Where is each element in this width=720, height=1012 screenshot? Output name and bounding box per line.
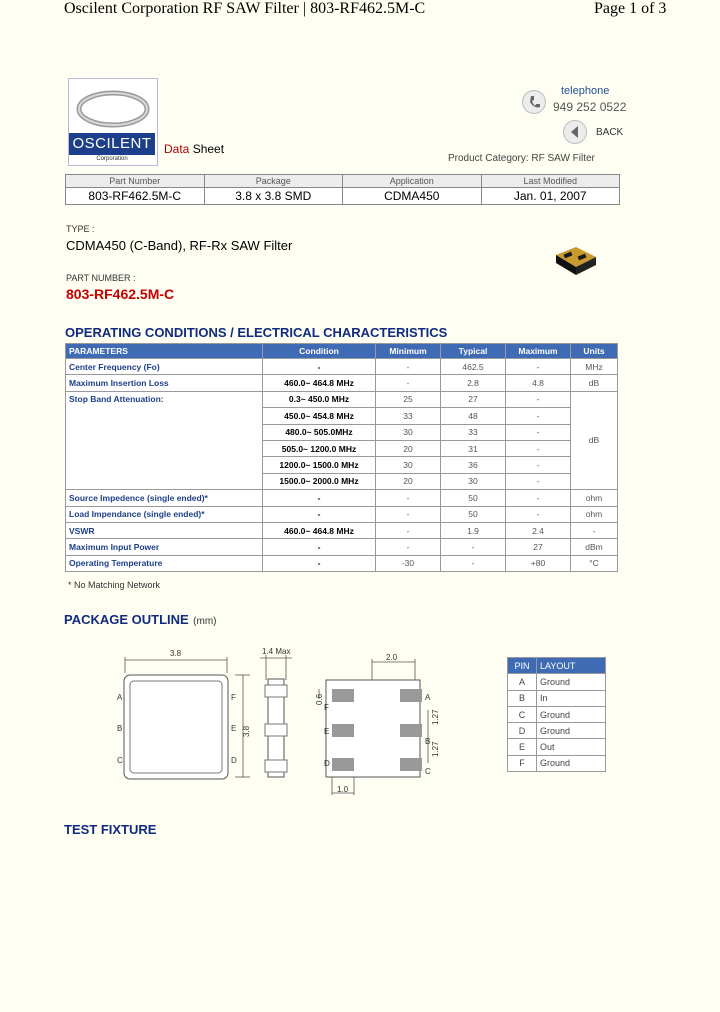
typ-cell: 36 (441, 457, 506, 473)
part-info-table (65, 174, 620, 205)
unit-cell: dBm (571, 539, 618, 555)
info-header-part: Part Number (66, 175, 205, 188)
min-cell: 33 (376, 408, 441, 424)
condition-cell: 1500.0~ 2000.0 MHz (263, 473, 376, 489)
typ-cell: 50 (441, 506, 506, 522)
min-cell: 20 (376, 440, 441, 456)
max-cell: - (506, 457, 571, 473)
pin-id: C (508, 706, 537, 722)
pin-row (508, 674, 606, 690)
pad-label-f: F (324, 703, 329, 712)
max-cell: - (506, 440, 571, 456)
package-outline-heading (64, 611, 217, 629)
pin-function: Ground (537, 706, 606, 722)
spec-col-minimum: Minimum (376, 344, 441, 359)
spec-row-input-power (66, 539, 618, 555)
dim-width-label: 3.8 (170, 649, 182, 658)
pad-label-a: A (425, 693, 431, 702)
max-cell: - (506, 359, 571, 375)
condition-cell: - (263, 359, 376, 375)
back-link[interactable]: BACK (596, 127, 624, 138)
saw-chip-image (550, 245, 602, 277)
unit-cell: dB (571, 375, 618, 391)
pin-id: E (508, 739, 537, 755)
top-pin-c: C (117, 756, 123, 765)
pad-label-b: B (425, 737, 431, 746)
pin-row (508, 755, 606, 771)
param-name: Load Impendance (single ended)* (66, 506, 263, 522)
type-value: CDMA450 (C-Band), RF-Rx SAW Filter (66, 238, 293, 253)
param-name: Maximum Insertion Loss (66, 375, 263, 391)
pin-id: F (508, 755, 537, 771)
part-number-value: 803-RF462.5M-C (66, 286, 175, 302)
param-name: Maximum Input Power (66, 539, 263, 555)
param-name: Center Frequency (Fo) (66, 359, 263, 375)
param-name: Operating Temperature (66, 555, 263, 571)
min-cell: - (376, 375, 441, 391)
info-last-modified: Jan. 01, 2007 (481, 188, 620, 205)
max-cell: - (506, 391, 571, 407)
spec-row-vswr (66, 522, 618, 538)
top-pin-d: D (231, 756, 237, 765)
logo-corporation: Corporation (96, 156, 128, 162)
unit-cell: °C (571, 555, 618, 571)
dim-pitch2-label: 1.27 (431, 741, 440, 757)
top-pin-e: E (231, 724, 237, 733)
info-header-package: Package (204, 175, 343, 188)
param-name: Stop Band Attenuation: (66, 391, 263, 489)
top-pin-a: A (117, 693, 123, 702)
max-cell: - (506, 424, 571, 440)
pin-layout-table (507, 657, 606, 772)
spec-col-maximum: Maximum (506, 344, 571, 359)
typ-cell: 27 (441, 391, 506, 407)
typ-cell: 48 (441, 408, 506, 424)
spec-table (65, 343, 618, 572)
logo-ring-icon (69, 83, 157, 139)
spec-row-load-impedance (66, 506, 618, 522)
max-cell: - (506, 506, 571, 522)
unit-cell: - (571, 522, 618, 538)
dim-pitch1-label: 1.27 (431, 709, 440, 725)
min-cell: - (376, 522, 441, 538)
dim-height-label: 3.8 (242, 725, 251, 737)
dim-pad-w-label: 1.0 (337, 785, 349, 794)
telephone-icon[interactable] (522, 90, 546, 114)
pin-function: Out (537, 739, 606, 755)
spec-col-condition: Condition (263, 344, 376, 359)
dim-thickness-label: 1.4 Max (262, 647, 291, 656)
min-cell: - (376, 539, 441, 555)
pin-id: A (508, 674, 537, 690)
min-cell: - (376, 359, 441, 375)
condition-cell: 0.3~ 450.0 MHz (263, 391, 376, 407)
max-cell: 4.8 (506, 375, 571, 391)
param-name: VSWR (66, 522, 263, 538)
param-name: Source Impedence (single ended)* (66, 490, 263, 506)
spec-row-insertion-loss (66, 375, 618, 391)
max-cell: - (506, 473, 571, 489)
pin-col-pin: PIN (508, 658, 537, 674)
pin-function: Ground (537, 674, 606, 690)
min-cell: - (376, 490, 441, 506)
condition-cell: 460.0~ 464.8 MHz (263, 522, 376, 538)
pad-label-c: C (425, 767, 431, 776)
telephone-label: telephone (561, 85, 610, 97)
typ-cell: 31 (441, 440, 506, 456)
condition-cell: - (263, 555, 376, 571)
min-cell: -30 (376, 555, 441, 571)
footnote: * No Matching Network (68, 580, 161, 590)
dim-pad-h-label: 0.6 (315, 693, 324, 705)
unit-cell: dB (571, 391, 618, 489)
info-header-modified: Last Modified (481, 175, 620, 188)
info-application: CDMA450 (343, 188, 482, 205)
pin-function: Ground (537, 755, 606, 771)
spec-row-center-frequency (66, 359, 618, 375)
test-fixture-heading: TEST FIXTURE (64, 822, 157, 837)
spec-row-operating-temperature (66, 555, 618, 571)
typ-cell: 2.8 (441, 375, 506, 391)
typ-cell: 30 (441, 473, 506, 489)
max-cell: +80 (506, 555, 571, 571)
package-unit: (mm) (193, 616, 217, 627)
unit-cell: ohm (571, 490, 618, 506)
condition-cell: 450.0~ 454.8 MHz (263, 408, 376, 424)
dim-pitch-h-label: 2.0 (386, 653, 398, 662)
spec-col-parameters: PARAMETERS (66, 344, 263, 359)
max-cell: - (506, 490, 571, 506)
min-cell: 25 (376, 391, 441, 407)
condition-cell: - (263, 506, 376, 522)
condition-cell: 1200.0~ 1500.0 MHz (263, 457, 376, 473)
package-outline-drawing (110, 645, 450, 800)
typ-cell: 33 (441, 424, 506, 440)
pin-row (508, 706, 606, 722)
package-title: PACKAGE OUTLINE (64, 612, 189, 627)
page-number: Page 1 of 3 (594, 0, 667, 17)
max-cell: - (506, 408, 571, 424)
top-pin-f: F (231, 693, 236, 702)
max-cell: 27 (506, 539, 571, 555)
condition-cell: - (263, 539, 376, 555)
spec-row-stop-band (66, 391, 618, 407)
sheet-word: Sheet (192, 142, 225, 156)
unit-cell: MHz (571, 359, 618, 375)
pad-label-d: D (324, 759, 330, 768)
logo-wordmark: OSCILENT (69, 133, 155, 155)
part-number-label: PART NUMBER : (66, 273, 136, 283)
pin-row (508, 690, 606, 706)
info-package: 3.8 x 3.8 SMD (204, 188, 343, 205)
pin-row (508, 723, 606, 739)
condition-cell: 505.0~ 1200.0 MHz (263, 440, 376, 456)
pin-function: In (537, 690, 606, 706)
pin-function: Ground (537, 723, 606, 739)
spec-section-title: OPERATING CONDITIONS / ELECTRICAL CHARACTERISTICS (65, 325, 448, 340)
max-cell: 2.4 (506, 522, 571, 538)
min-cell: - (376, 506, 441, 522)
info-header-application: Application (343, 175, 482, 188)
typ-cell: 462.5 (441, 359, 506, 375)
document-title: Oscilent Corporation RF SAW Filter | 803-RF462.5M-C (64, 0, 426, 17)
data-sheet-label (164, 142, 224, 156)
pin-row (508, 739, 606, 755)
typ-cell: 1.9 (441, 522, 506, 538)
typ-cell: - (441, 555, 506, 571)
min-cell: 30 (376, 424, 441, 440)
pin-id: D (508, 723, 537, 739)
info-part-number: 803-RF462.5M-C (66, 188, 205, 205)
typ-cell: - (441, 539, 506, 555)
product-category: Product Category: RF SAW Filter (448, 153, 595, 164)
data-word: Data (164, 142, 190, 156)
pin-col-layout: LAYOUT (537, 658, 606, 674)
back-arrow-icon[interactable] (563, 120, 587, 144)
typ-cell: 50 (441, 490, 506, 506)
unit-cell: ohm (571, 506, 618, 522)
pin-id: B (508, 690, 537, 706)
telephone-number[interactable]: 949 252 0522 (553, 100, 627, 114)
package-top-outer (124, 675, 228, 779)
condition-cell: 460.0~ 464.8 MHz (263, 375, 376, 391)
condition-cell: 480.0~ 505.0MHz (263, 424, 376, 440)
min-cell: 20 (376, 473, 441, 489)
spec-col-units: Units (571, 344, 618, 359)
top-pin-b: B (117, 724, 123, 733)
spec-col-typical: Typical (441, 344, 506, 359)
min-cell: 30 (376, 457, 441, 473)
pad-label-e: E (324, 727, 330, 736)
spec-row-source-impedance (66, 490, 618, 506)
condition-cell: - (263, 490, 376, 506)
type-label: TYPE : (66, 224, 95, 234)
